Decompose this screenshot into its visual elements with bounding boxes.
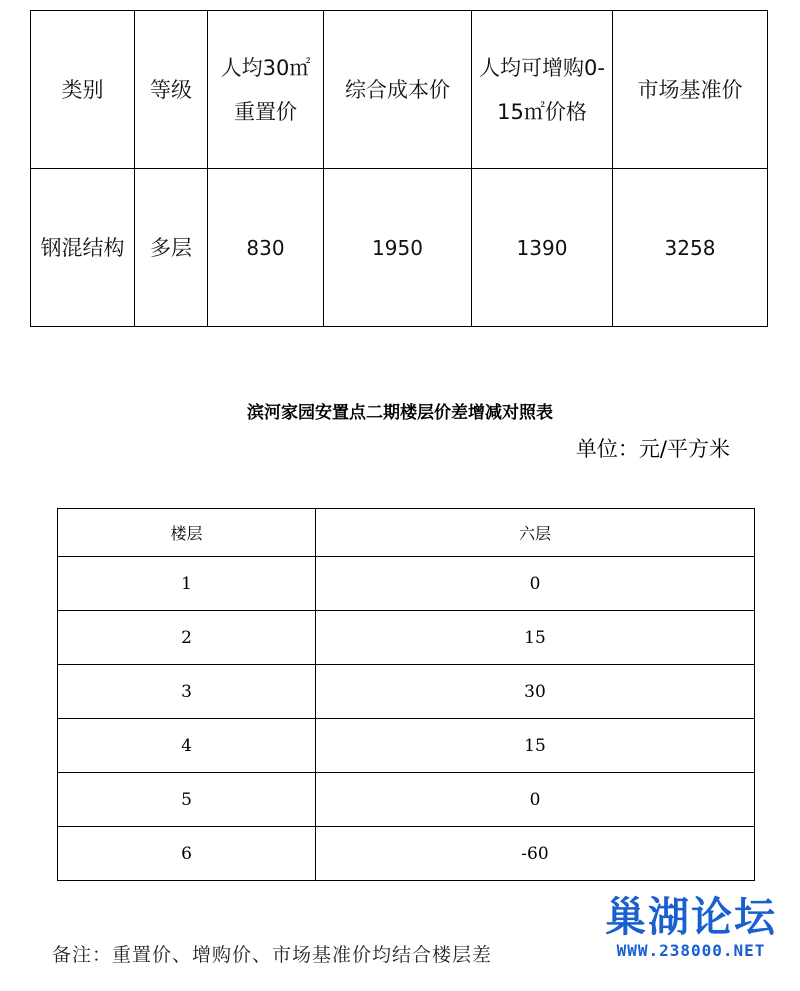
unit-label: 单位：元/平方米 <box>575 437 730 461</box>
price-table <box>30 10 768 327</box>
table-row <box>58 557 755 611</box>
header-grade: 等级 <box>135 11 208 169</box>
remark-note: 备注：重置价、增购价、市场基准价均结合楼层差 <box>52 944 493 966</box>
floor-number: 1 <box>58 557 316 611</box>
header-category: 类别 <box>31 11 135 169</box>
floor-price-table <box>57 508 755 881</box>
cell-category: 钢混结构 <box>31 169 135 327</box>
price-difference: -60 <box>316 827 755 881</box>
price-difference: 0 <box>316 773 755 827</box>
floor-table-title: 滨河家园安置点二期楼层价差增减对照表 <box>247 403 553 423</box>
header-additional-purchase-price: 人均可增购0-15㎡价格 <box>472 11 613 169</box>
header-six-storey: 六层 <box>316 509 755 557</box>
floor-number: 3 <box>58 665 316 719</box>
price-table-header-row <box>31 11 768 169</box>
cell-replacement-price: 830 <box>208 169 324 327</box>
header-floor: 楼层 <box>58 509 316 557</box>
table-row <box>58 719 755 773</box>
cell-market-base-price: 3258 <box>613 169 768 327</box>
site-watermark <box>596 893 786 960</box>
price-difference: 0 <box>316 557 755 611</box>
table-row <box>58 773 755 827</box>
watermark-url: WWW.238000.NET <box>616 941 766 960</box>
table-row <box>58 827 755 881</box>
header-market-base-price: 市场基准价 <box>613 11 768 169</box>
floor-table-header-row <box>58 509 755 557</box>
cell-additional-purchase-price: 1390 <box>472 169 613 327</box>
header-cost-price: 综合成本价 <box>324 11 472 169</box>
price-difference: 15 <box>316 611 755 665</box>
cell-grade: 多层 <box>135 169 208 327</box>
watermark-logo-text: 巢湖论坛 <box>605 893 777 941</box>
floor-number: 2 <box>58 611 316 665</box>
table-row <box>58 665 755 719</box>
floor-number: 5 <box>58 773 316 827</box>
header-replacement-price: 人均30㎡重置价 <box>208 11 324 169</box>
cell-cost-price: 1950 <box>324 169 472 327</box>
floor-number: 4 <box>58 719 316 773</box>
floor-number: 6 <box>58 827 316 881</box>
price-table-row <box>31 169 768 327</box>
table-row <box>58 611 755 665</box>
price-difference: 30 <box>316 665 755 719</box>
price-difference: 15 <box>316 719 755 773</box>
